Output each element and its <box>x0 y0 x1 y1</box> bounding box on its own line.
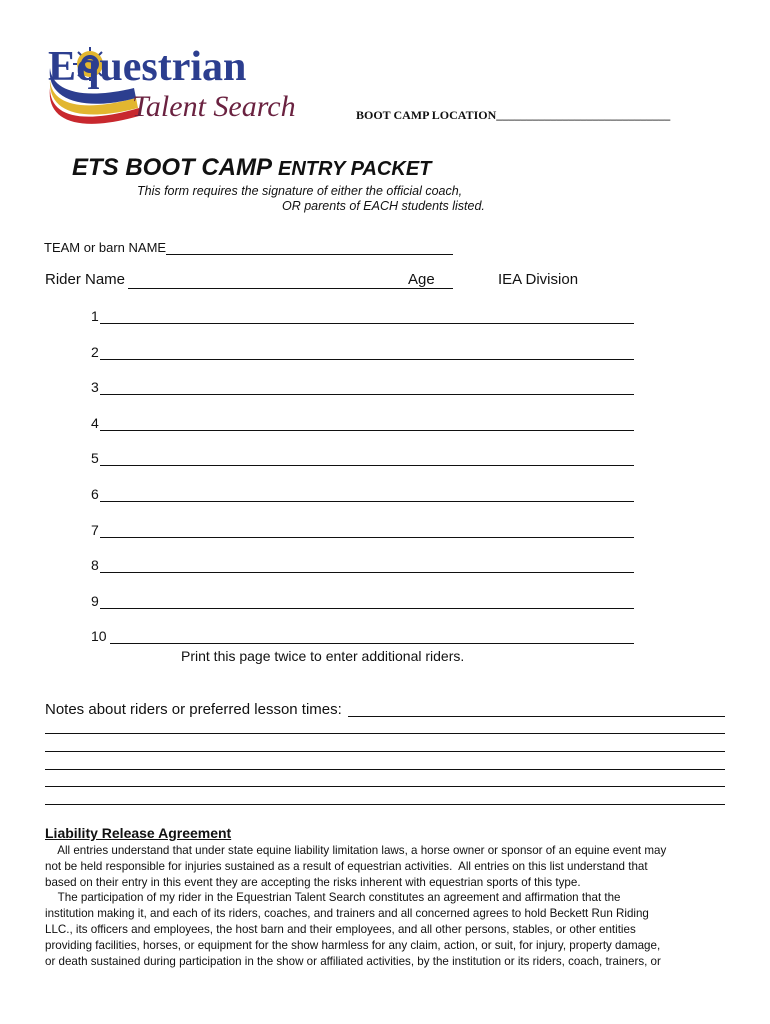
liability-title: Liability Release Agreement <box>45 825 232 841</box>
rider-entry-line <box>100 501 634 502</box>
rider-number: 10 <box>91 628 107 645</box>
title-rest: ENTRY PACKET <box>278 158 432 180</box>
rider-entry-line <box>100 537 634 538</box>
subtitle-line-1: This form requires the signature of either the official coach, <box>137 184 463 198</box>
logo-text-talent-search: Talent Search <box>132 90 296 123</box>
rider-number: 5 <box>91 450 99 467</box>
notes-line <box>45 769 725 770</box>
rider-number: 7 <box>91 521 99 538</box>
rider-number: 2 <box>91 343 99 360</box>
notes-line <box>45 751 725 752</box>
liability-line: The participation of my rider in the Equestrian Talent Search constitutes an agreement and affirmation that the <box>45 891 621 905</box>
liability-line: providing facilities, horses, or equipment for the show harmless for any claim, action, or suit, for injury, property damage, <box>45 938 661 952</box>
boot-camp-location-field: BOOT CAMP LOCATION_____________________________ <box>356 108 671 122</box>
liability-line: or death sustained during participation in the show or affiliated activities, by the institution or its riders, coach, trainers, or <box>45 954 661 968</box>
rider-number: 8 <box>91 557 99 574</box>
logo-graphic <box>44 40 334 130</box>
column-age: Age <box>408 271 435 288</box>
liability-line: All entries understand that under state equine liability limitation laws, a horse owner or sponsor of an equine event may <box>45 844 667 857</box>
liability-line: institution making it, and each of its riders, coaches, and trainers and all concerned agrees to hold Beckett Run Riding <box>45 907 649 921</box>
rider-entry-line <box>100 359 634 360</box>
notes-line <box>45 804 725 805</box>
rider-entry-line <box>100 572 634 573</box>
ets-logo <box>44 40 334 130</box>
print-note: Print this page twice to enter additional riders. <box>181 648 465 664</box>
liability-line: based on their entry in this event they are accepting the risks inherent with equestrian sports of this type. <box>45 875 581 889</box>
rider-entry-line <box>100 608 634 609</box>
rider-number: 3 <box>91 379 99 396</box>
column-rider-name: Rider Name <box>45 271 126 288</box>
team-name-line <box>166 254 453 255</box>
column-iea-division: IEA Division <box>498 271 579 288</box>
rider-entry-line <box>100 394 634 395</box>
rider-entry-line <box>100 323 634 324</box>
team-name-label: TEAM or barn NAME <box>44 240 167 255</box>
subtitle-line-2: OR parents of EACH students listed. <box>282 199 485 213</box>
rider-number: 1 <box>91 308 99 324</box>
notes-line <box>348 716 725 717</box>
rider-entry-line <box>110 643 634 644</box>
notes-line <box>45 786 725 787</box>
logo-text-equestrian: Equestrian <box>48 44 247 90</box>
rider-number: 4 <box>91 414 99 431</box>
rider-entry-line <box>100 465 634 466</box>
rider-header-line <box>128 288 453 289</box>
notes-label: Notes about riders or preferred lesson times: <box>45 701 342 718</box>
rider-entry-line <box>100 430 634 431</box>
title-main: ETS BOOT CAMP <box>72 154 273 181</box>
notes-line <box>45 733 725 734</box>
page-title <box>72 154 431 182</box>
rider-number: 9 <box>91 592 99 609</box>
rider-number: 6 <box>91 486 99 502</box>
liability-line: LLC., its officers and employees, the host barn and their employees, and all other persons, stables, or other entities <box>45 922 636 936</box>
liability-line: not be held responsible for injuries sustained as a result of equestrian activities. All entries on this list understand that <box>45 859 648 873</box>
liability-body <box>45 843 735 969</box>
